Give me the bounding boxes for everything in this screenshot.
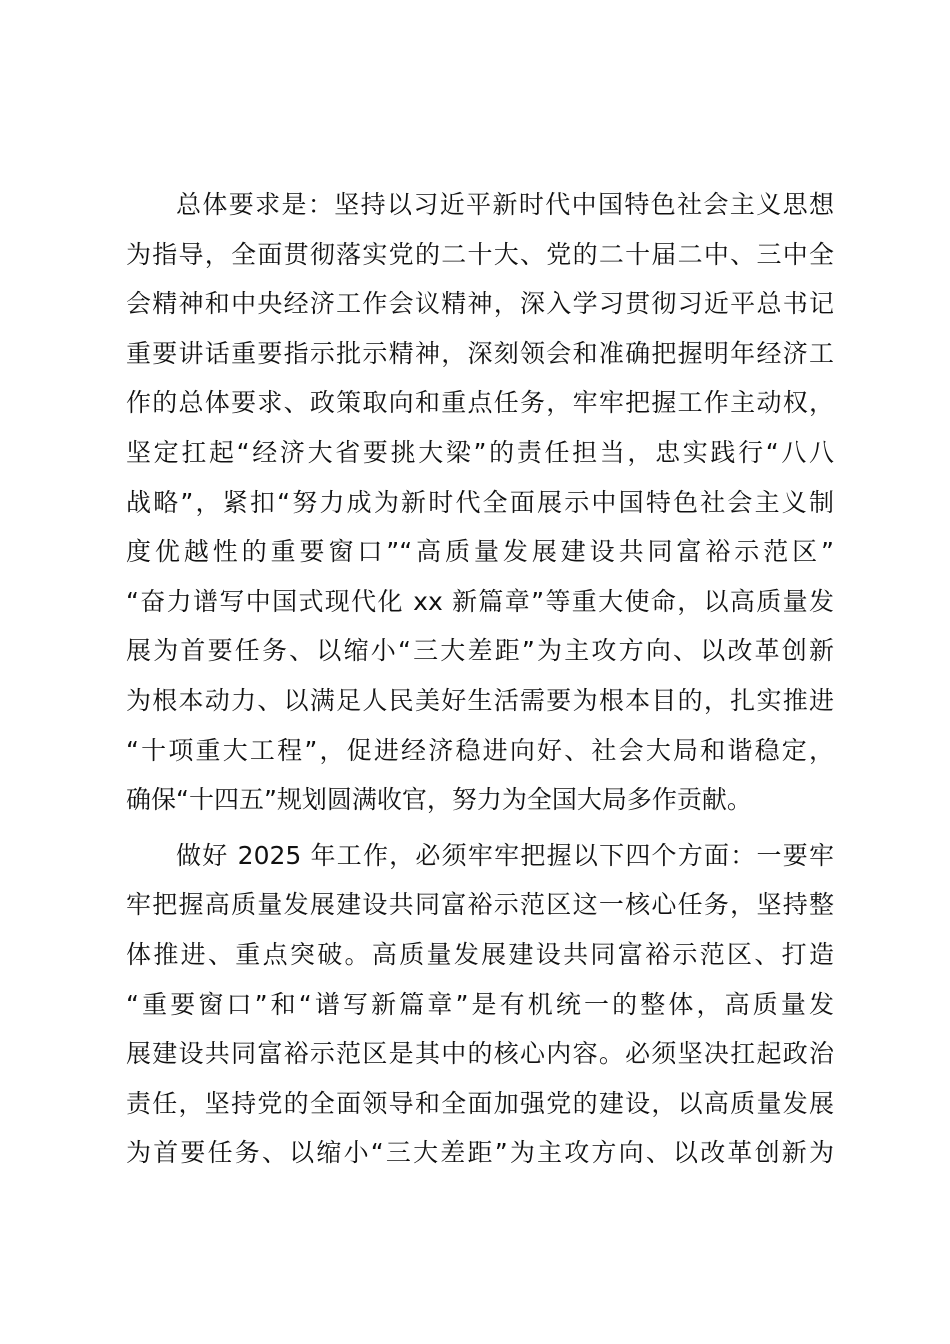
text-line: 战略”，紧扣“努力成为新时代全面展示中国特色社会主义制 [126, 487, 834, 517]
paragraph-2025-work [126, 831, 834, 1178]
text-line: 为首要任务、以缩小“三大差距”为主攻方向、以改革创新为 [126, 1138, 834, 1168]
text-line: “奋力谱写中国式现代化 xx 新篇章”等重大使命，以高质量发 [126, 586, 834, 616]
text-line: 坚定扛起“经济大省要挑大梁”的责任担当，忠实践行“八八 [126, 437, 834, 467]
text-line: 重要讲话重要指示批示精神，深刻领会和准确把握明年经济工 [126, 338, 834, 368]
paragraph-overall-requirements [126, 180, 834, 825]
text-line: 为指导，全面贯彻落实党的二十大、党的二十届二中、三中全 [126, 239, 834, 269]
text-line: 总体要求是：坚持以习近平新时代中国特色社会主义思想 [176, 190, 834, 219]
text-line: 体推进、重点突破。高质量发展建设共同富裕示范区、打造 [126, 939, 834, 969]
text-line: 展建设共同富裕示范区是其中的核心内容。必须坚决扛起政治 [126, 1039, 834, 1069]
text-line: 为根本动力、以满足人民美好生活需要为根本目的，扎实推进 [126, 685, 834, 715]
text-line: “十项重大工程”，促进经济稳进向好、社会大局和谐稳定， [126, 735, 834, 765]
text-line: 责任，坚持党的全面领导和全面加强党的建设，以高质量发展 [126, 1088, 834, 1118]
text-line: 展为首要任务、以缩小“三大差距”为主攻方向、以改革创新 [126, 636, 834, 666]
text-line: “重要窗口”和“谱写新篇章”是有机统一的整体，高质量发 [126, 989, 834, 1019]
text-line: 做好 2025 年工作，必须牢牢把握以下四个方面：一要牢 [176, 840, 834, 870]
text-line: 牢把握高质量发展建设共同富裕示范区这一核心任务，坚持整 [126, 890, 834, 920]
text-line: 会精神和中央经济工作会议精神，深入学习贯彻习近平总书记 [126, 289, 834, 319]
text-line: 确保“十四五”规划圆满收官，努力为全国大局多作贡献。 [126, 785, 752, 815]
text-line: 度优越性的重要窗口”“高质量发展建设共同富裕示范区” [126, 537, 834, 567]
document-body [126, 180, 834, 1178]
text-line: 作的总体要求、政策取向和重点任务，牢牢把握工作主动权， [126, 388, 834, 418]
